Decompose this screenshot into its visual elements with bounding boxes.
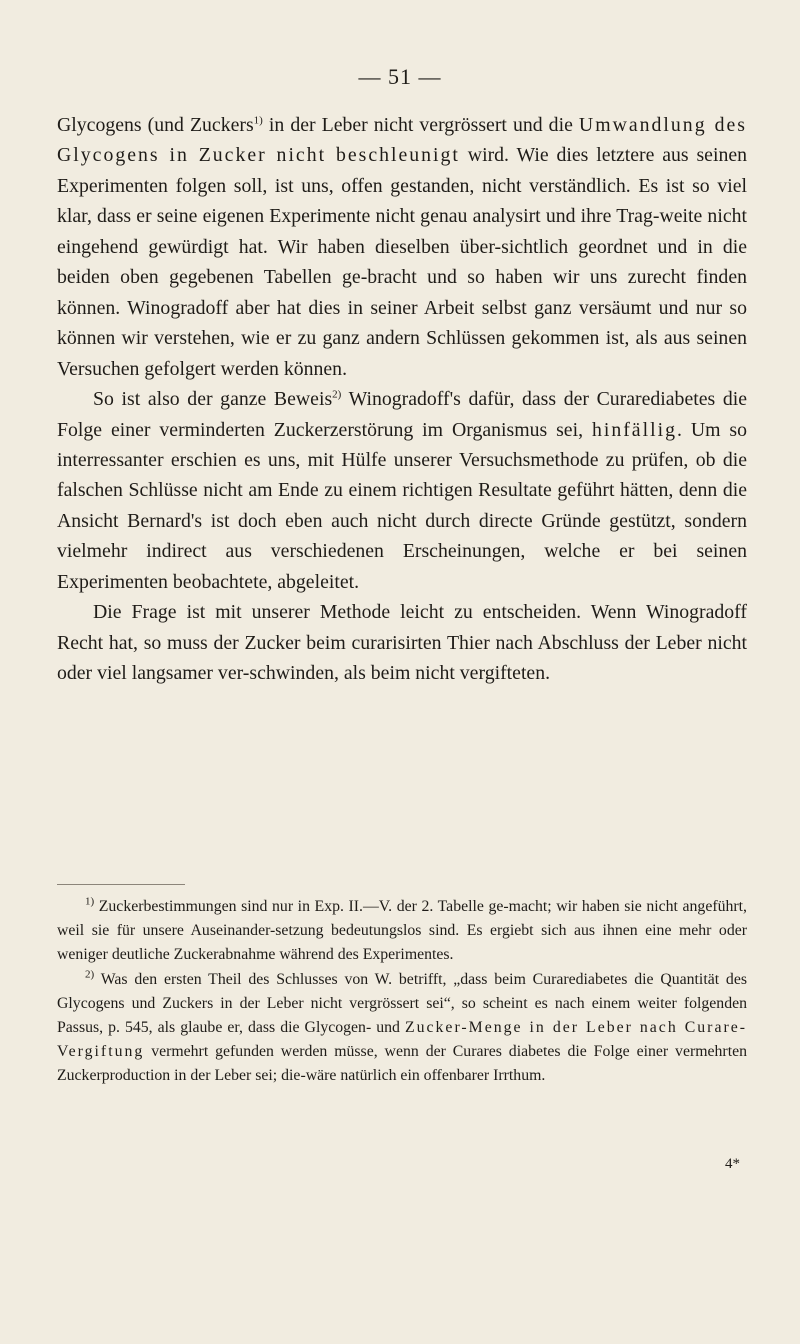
footnote-ref: 1) [253, 114, 263, 127]
footnotes-section [57, 895, 747, 1089]
paragraph-text: in der Leber nicht vergrössert und die [262, 114, 579, 136]
footnote-text: Zuckerbestimmungen sind nur in Exp. II.—V. der 2. Tabelle ge-macht; wir haben sie nicht angeführt, weil sie für unsere Auseinander-setzung bedeutungslos sind. Es ergiebt sich aus ihnen eine mehr oder weniger deutliche Zuckerabnahme während des Experimentes. [57, 898, 747, 964]
body-paragraph [57, 110, 747, 384]
footnote-ref: 2) [332, 388, 342, 401]
main-text [57, 110, 747, 689]
page-number: — 51 — [358, 64, 442, 89]
paragraph-emphasis: hinfällig [591, 418, 677, 441]
body-paragraph [57, 384, 747, 597]
paragraph-text: wird. Wie dies letztere aus seinen Experimenten folgen soll, ist uns, offen gestanden, nicht verständlich. Es ist so viel klar, dass er seine eigenen Experimente nicht genau analysirt und ihre Trag-weite nicht eingehend gewürdigt hat. Wir haben dieselben über-sichtlich geordnet und in die beiden oben gegebenen Tabellen ge-bracht und so haben wir uns zurecht finden können. Winogradoff aber hat dies in seiner Arbeit selbst ganz versäumt und nur so können wir verstehen, wie er zu ganz andern Schlüssen gekommen ist, als aus seinen Versuchen gefolgert werden können. [57, 144, 748, 380]
footnote-ref: 2) [85, 968, 95, 981]
paragraph-text: Winogradoff's dafür, dass der Curarediabetes die Folge einer verminderten Zuckerzerstörung im Organismus sei, [57, 388, 747, 441]
footnote-text: vermehrt gefunden werden müsse, wenn der Curares diabetes die Folge einer vermehrten Zuckerproduction in der Leber sei; die-wäre natürlich ein offenbarer Irrthum. [57, 1043, 747, 1085]
footnote [57, 968, 747, 1089]
paragraph-text: . Um so interressanter erschien es uns, mit Hülfe unserer Versuchsmethode zu prüfen, ob die falschen Schlüsse nicht am Ende zu einem richtigen Resultate geführt hätten, denn die Ansicht Bernard's ist doch eben auch nicht durch directe Gründe gestützt, sondern vielmehr indirect aus verschiedenen Erscheinungen, welche er bei seinen Experimenten beobachtete, abgeleitet. [57, 418, 747, 593]
footnote [57, 895, 747, 968]
signature-mark: 4* [725, 1156, 740, 1172]
footnote-ref: 1) [85, 895, 95, 908]
body-paragraph [57, 597, 747, 688]
paragraph-text: So ist also der ganze Beweis [93, 388, 333, 411]
paragraph-text: Die Frage ist mit unserer Methode leicht zu entscheiden. Wenn Winogradoff Recht hat, so muss der Zucker beim curarisirten Thier nach Abschluss der Leber nicht oder viel langsamer ver-schwinden, als beim nicht vergifteten. [57, 601, 747, 685]
paragraph-text: Glycogens (und Zuckers [57, 114, 254, 136]
footnote-emphasis: Zucker-Menge in der Leber nach Curare-Vergiftung [57, 1019, 747, 1061]
paragraph-emphasis: Umwandlung des Glycogens in Zucker nicht beschleunigt [57, 114, 748, 167]
footnote-divider [57, 884, 185, 885]
footnote-text: Was den ersten Theil des Schlusses von W. betrifft, „dass beim Curarediabetes die Quantität des Glycogens und Zuckers in der Leber nicht vergrössert sei“, so scheint es nach einem weiter folgenden Passus, p. 545, als glaube er, dass die Glycogen- und [57, 970, 747, 1037]
